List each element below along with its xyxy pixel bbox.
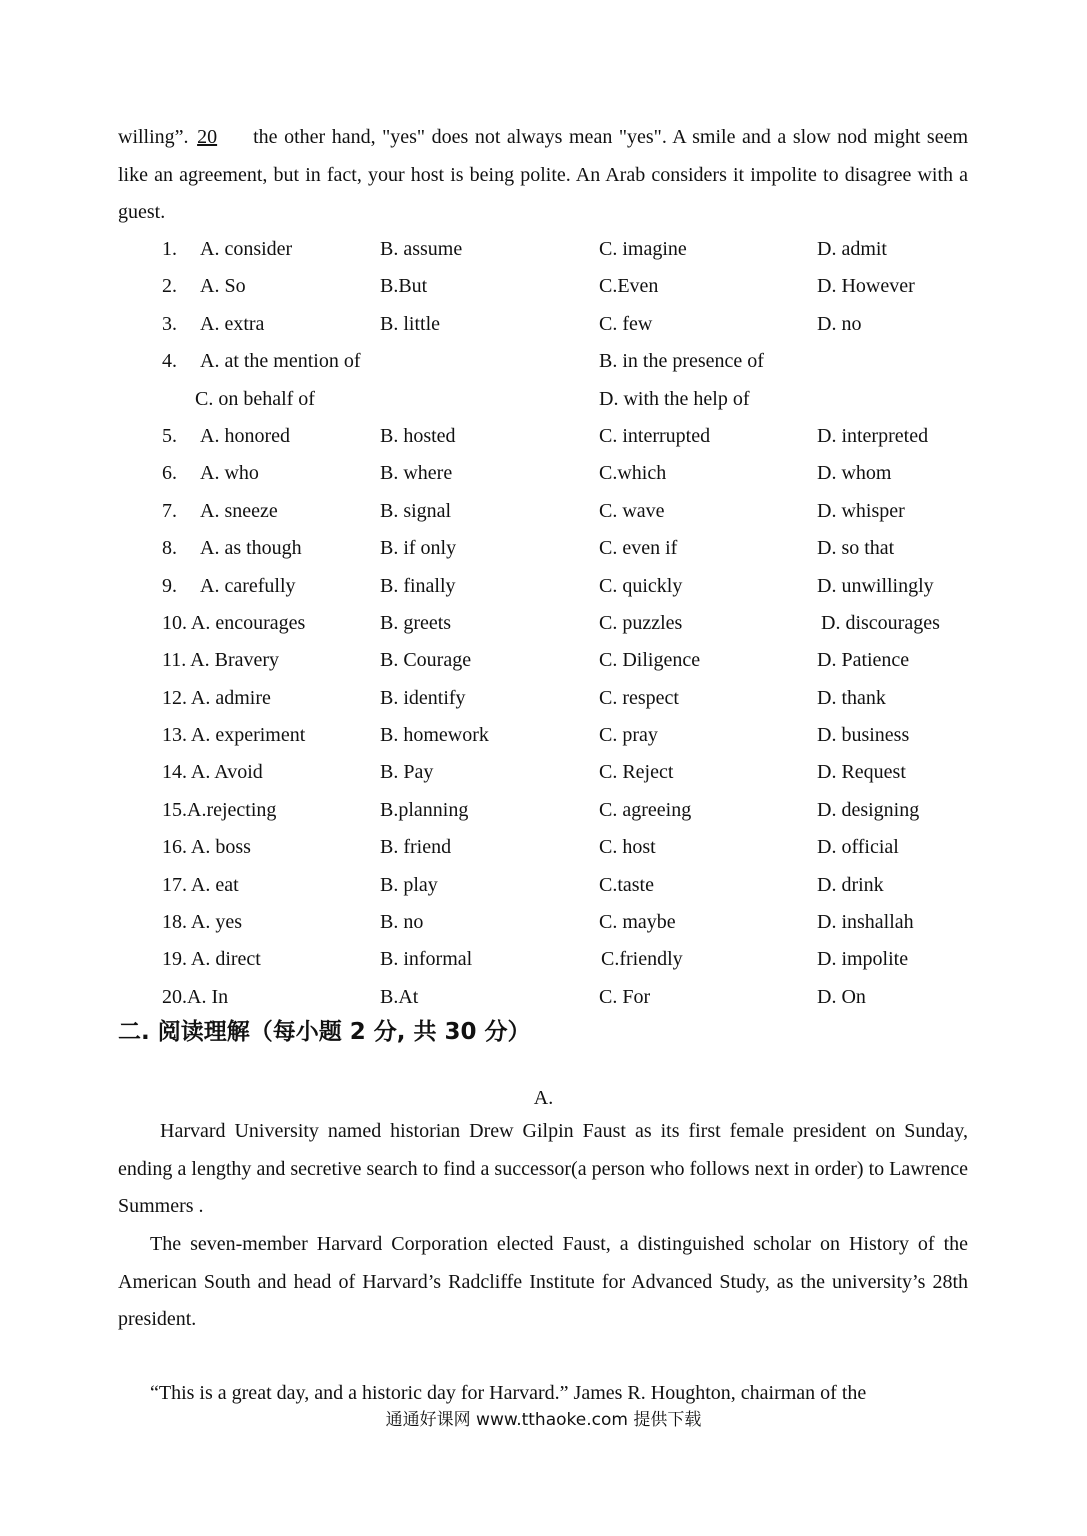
question-number: 9. [162,574,177,597]
option-b: B. no [380,911,424,934]
option-c: C.taste [599,873,654,896]
question-row [0,605,1087,642]
option-a: 17. A. eat [162,873,239,896]
option-d: D. impolite [817,948,909,971]
option-d: D. discourages [821,611,940,634]
question-row [0,680,1087,717]
option-c: C.Even [599,275,659,298]
option-d: D. unwillingly [817,574,934,597]
intro-start: willing”. [118,126,196,148]
option-d: D. However [817,275,915,298]
option-c: C. interrupted [599,424,711,447]
option-d: D. designing [817,798,920,821]
option-b: B. in the presence of [599,350,764,373]
option-d: D. drink [817,873,884,896]
passage-label: A. [533,1087,554,1109]
question-row [0,493,1087,530]
option-d: D. inshallah [817,911,914,934]
blank-20: 20 [197,126,218,148]
question-row [0,941,1087,978]
option-b: B. assume [380,238,463,260]
option-c: C. Reject [599,761,674,784]
option-d: D. whisper [817,499,905,522]
option-b: B. finally [380,574,456,597]
question-number: 6. [162,462,177,485]
section-heading: 二. 阅读理解（每小题 2 分, 共 30 分） [118,1019,531,1045]
passage-paragraph-3: “This is a great day, and a historic day for Harvard.” James R. Houghton, chairman of the [150,1382,867,1404]
question-row [0,829,1087,866]
option-c: C. puzzles [599,611,683,634]
option-c: C. quickly [599,574,683,597]
question-row [0,904,1087,941]
intro-paragraph [118,119,968,232]
option-d: D. interpreted [817,424,929,447]
passage-paragraph-1: Harvard University named historian Drew Gilpin Faust as its first female president on Sunday, ending a lengthy and secretive search to find a successor(a person who follows next in order) to Lawrence Summers . [118,1120,968,1217]
question-number: 1. [162,238,177,260]
question-row [0,231,1087,268]
option-d: D. whom [817,462,892,485]
question-number: 2. [162,275,177,298]
question-row-continued [0,381,1087,418]
option-a: 12. A. admire [162,686,271,709]
option-c: C. host [599,836,656,859]
option-c: C.which [599,462,667,485]
question-list [0,231,1087,1016]
option-c: C. Diligence [599,649,701,672]
option-d: D. Request [817,761,906,784]
option-c: C. agreeing [599,798,692,821]
option-c: C. imagine [599,238,687,260]
question-number: 5. [162,424,177,447]
option-b: B. informal [380,948,473,971]
option-a: A. as though [200,537,302,560]
question-row [0,455,1087,492]
option-a: A. extra [200,312,265,335]
option-d: D. Patience [817,649,910,672]
question-row [0,979,1087,1016]
option-a: A. who [200,462,259,485]
option-b: B.But [380,275,428,298]
option-c: C. maybe [599,911,676,934]
option-a: 15.A.rejecting [162,798,277,821]
option-c: C. wave [599,499,665,522]
option-c: C. on behalf of [195,387,315,410]
question-row [0,343,1087,380]
option-d: D. no [817,312,862,335]
option-d: D. business [817,724,910,747]
option-a: A. at the mention of [200,350,361,373]
option-a: 20.A. In [162,985,229,1008]
intro-rest: the other hand, "yes" does not always mean "yes". A smile and a slow nod might seem like an agreement, but in fact, your host is being polite. An Arab considers it impolite to disagree with a guest. [118,126,969,223]
option-a: A. honored [200,424,290,447]
passage-paragraph-2: The seven-member Harvard Corporation elected Faust, a distinguished scholar on History of the American South and head of Harvard’s Radcliffe Institute for Advanced Study, as the university’s 28th president. [118,1233,968,1330]
option-a: A. So [200,275,246,298]
option-d: D. thank [817,686,886,709]
question-number: 3. [162,312,177,335]
option-a: A. carefully [200,574,296,597]
option-b: B. if only [380,537,457,560]
option-c: C. even if [599,537,678,560]
question-row [0,717,1087,754]
option-a: 19. A. direct [162,948,261,971]
option-d: D. so that [817,537,895,560]
page-footer: 通通好课网 www.tthaoke.com 提供下载 [385,1410,702,1430]
question-row [0,867,1087,904]
option-a: 14. A. Avoid [162,761,263,784]
option-a: 11. A. Bravery [162,649,280,672]
option-b: B. Courage [380,649,472,672]
question-row [0,642,1087,679]
question-row [0,568,1087,605]
option-c: C. pray [599,724,658,747]
question-number: 8. [162,537,177,560]
option-b: B. greets [380,611,452,634]
question-number: 4. [162,350,177,373]
option-d: D. admit [817,238,887,260]
question-row [0,754,1087,791]
option-d: D. with the help of [599,387,750,410]
option-a: 10. A. encourages [162,611,306,634]
option-b: B. where [380,462,453,485]
option-d: D. On [817,985,866,1008]
option-a: A. consider [200,238,293,260]
question-row [0,792,1087,829]
option-c: C. few [599,312,653,335]
option-b: B. little [380,312,440,335]
option-a: 16. A. boss [162,836,251,859]
option-b: B.planning [380,798,469,821]
question-row [0,530,1087,567]
option-b: B. homework [380,724,489,747]
option-d: D. official [817,836,899,859]
question-row [0,268,1087,305]
question-row [0,306,1087,343]
option-c: C. respect [599,686,679,709]
option-a: 13. A. experiment [162,724,306,747]
question-number: 7. [162,499,177,522]
option-b: B. hosted [380,424,456,447]
option-b: B. play [380,873,438,896]
option-b: B. friend [380,836,452,859]
option-a: A. sneeze [200,499,278,522]
option-b: B. Pay [380,761,434,784]
option-b: B.At [380,985,419,1008]
option-a: 18. A. yes [162,911,242,934]
option-b: B. identify [380,686,466,709]
question-row [0,418,1087,455]
option-b: B. signal [380,499,452,522]
option-c: C.friendly [601,948,683,971]
option-c: C. For [599,985,651,1008]
